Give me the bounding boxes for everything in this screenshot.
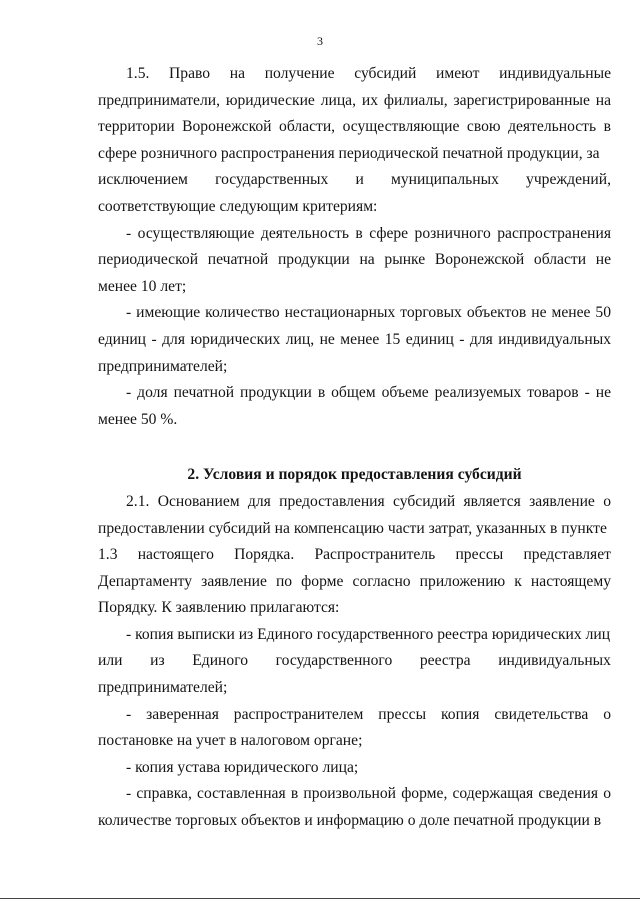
word: учреждений, bbox=[526, 171, 611, 189]
word: реестра bbox=[419, 652, 471, 670]
word: настоящего bbox=[137, 546, 214, 564]
criterion-3: - доля печатной продукции в общем объеме реализуемых товаров - не менее 50 %. bbox=[98, 384, 611, 428]
word: исключением bbox=[98, 171, 188, 189]
word: государственного bbox=[275, 652, 393, 670]
word: Порядка. bbox=[234, 546, 295, 564]
word: на bbox=[229, 65, 246, 82]
word: Право bbox=[169, 65, 211, 82]
attachment-item-2: - заверенная распространителем прессы копия свидетельства о постановке на учет в налоговом органе; bbox=[98, 705, 611, 750]
section-2-1-justified-line bbox=[98, 542, 611, 569]
word: или bbox=[98, 652, 123, 670]
word: Единого bbox=[192, 652, 249, 670]
attachment-item-1-justified-line bbox=[98, 648, 611, 675]
word: муниципальных bbox=[390, 171, 499, 189]
attachment-item-1-start: - копия выписки из Единого государственного реестра юридических лиц bbox=[126, 625, 611, 643]
word: индивидуальные bbox=[499, 65, 611, 82]
word: государственных bbox=[215, 171, 329, 189]
section-spacer bbox=[98, 433, 611, 462]
word: представляет bbox=[523, 546, 611, 564]
section-1-5-tail: соответствующие следующим критериям: bbox=[98, 197, 378, 215]
section-1-5-exclusion-line bbox=[98, 167, 611, 194]
word: получение bbox=[264, 65, 335, 82]
word: и bbox=[355, 171, 364, 189]
word: субсидий bbox=[354, 65, 417, 82]
word: прессы bbox=[455, 546, 504, 564]
page-number: 3 bbox=[317, 34, 323, 48]
word: имеют bbox=[436, 65, 480, 82]
section-1-5-text: предприниматели, юридические лица, их филиалы, зарегистрированные на территории Воронежской области, осуществляющие свою деятельность в сфере розничного распространения периодической печатной продукции, за bbox=[98, 91, 611, 162]
word: индивидуальных bbox=[498, 652, 611, 670]
document-body bbox=[98, 61, 611, 835]
section-1-5-first-line bbox=[98, 61, 611, 88]
word: Распространитель bbox=[314, 546, 436, 564]
word: 1.3 bbox=[98, 546, 118, 564]
word: 1.5. bbox=[126, 65, 150, 82]
word: из bbox=[150, 652, 165, 670]
criterion-2: - имеющие количество нестационарных торговых объектов не менее 50 единиц - для юридических лиц, не менее 15 единиц - для индивидуальных предпринимателей; bbox=[98, 304, 611, 375]
criterion-1: - осуществляющие деятельность в сфере розничного распространения периодической печатной продукции на рынке Воронежской области не менее 10 лет; bbox=[98, 224, 611, 295]
section-2-1-end: Департаменту заявление по форме согласно приложению к настоящему Порядку. К заявлению прилагаются: bbox=[98, 572, 611, 617]
bottom-edge-line bbox=[0, 898, 640, 899]
attachment-item-3: - копия устава юридического лица; bbox=[126, 758, 359, 776]
attachment-item-1-end: предпринимателей; bbox=[98, 679, 228, 697]
section-2-heading: 2. Условия и порядок предоставления субсидий bbox=[187, 466, 522, 484]
attachment-item-4: - справка, составленная в произвольной форме, содержащая сведения о количестве торговых объектов и информацию о доле печатной продукции в bbox=[98, 785, 611, 830]
section-2-1-start: 2.1. Основанием для предоставления субсидий является заявление о предоставлении субсидий на компенсацию части затрат, указанных в пункте bbox=[98, 492, 611, 537]
